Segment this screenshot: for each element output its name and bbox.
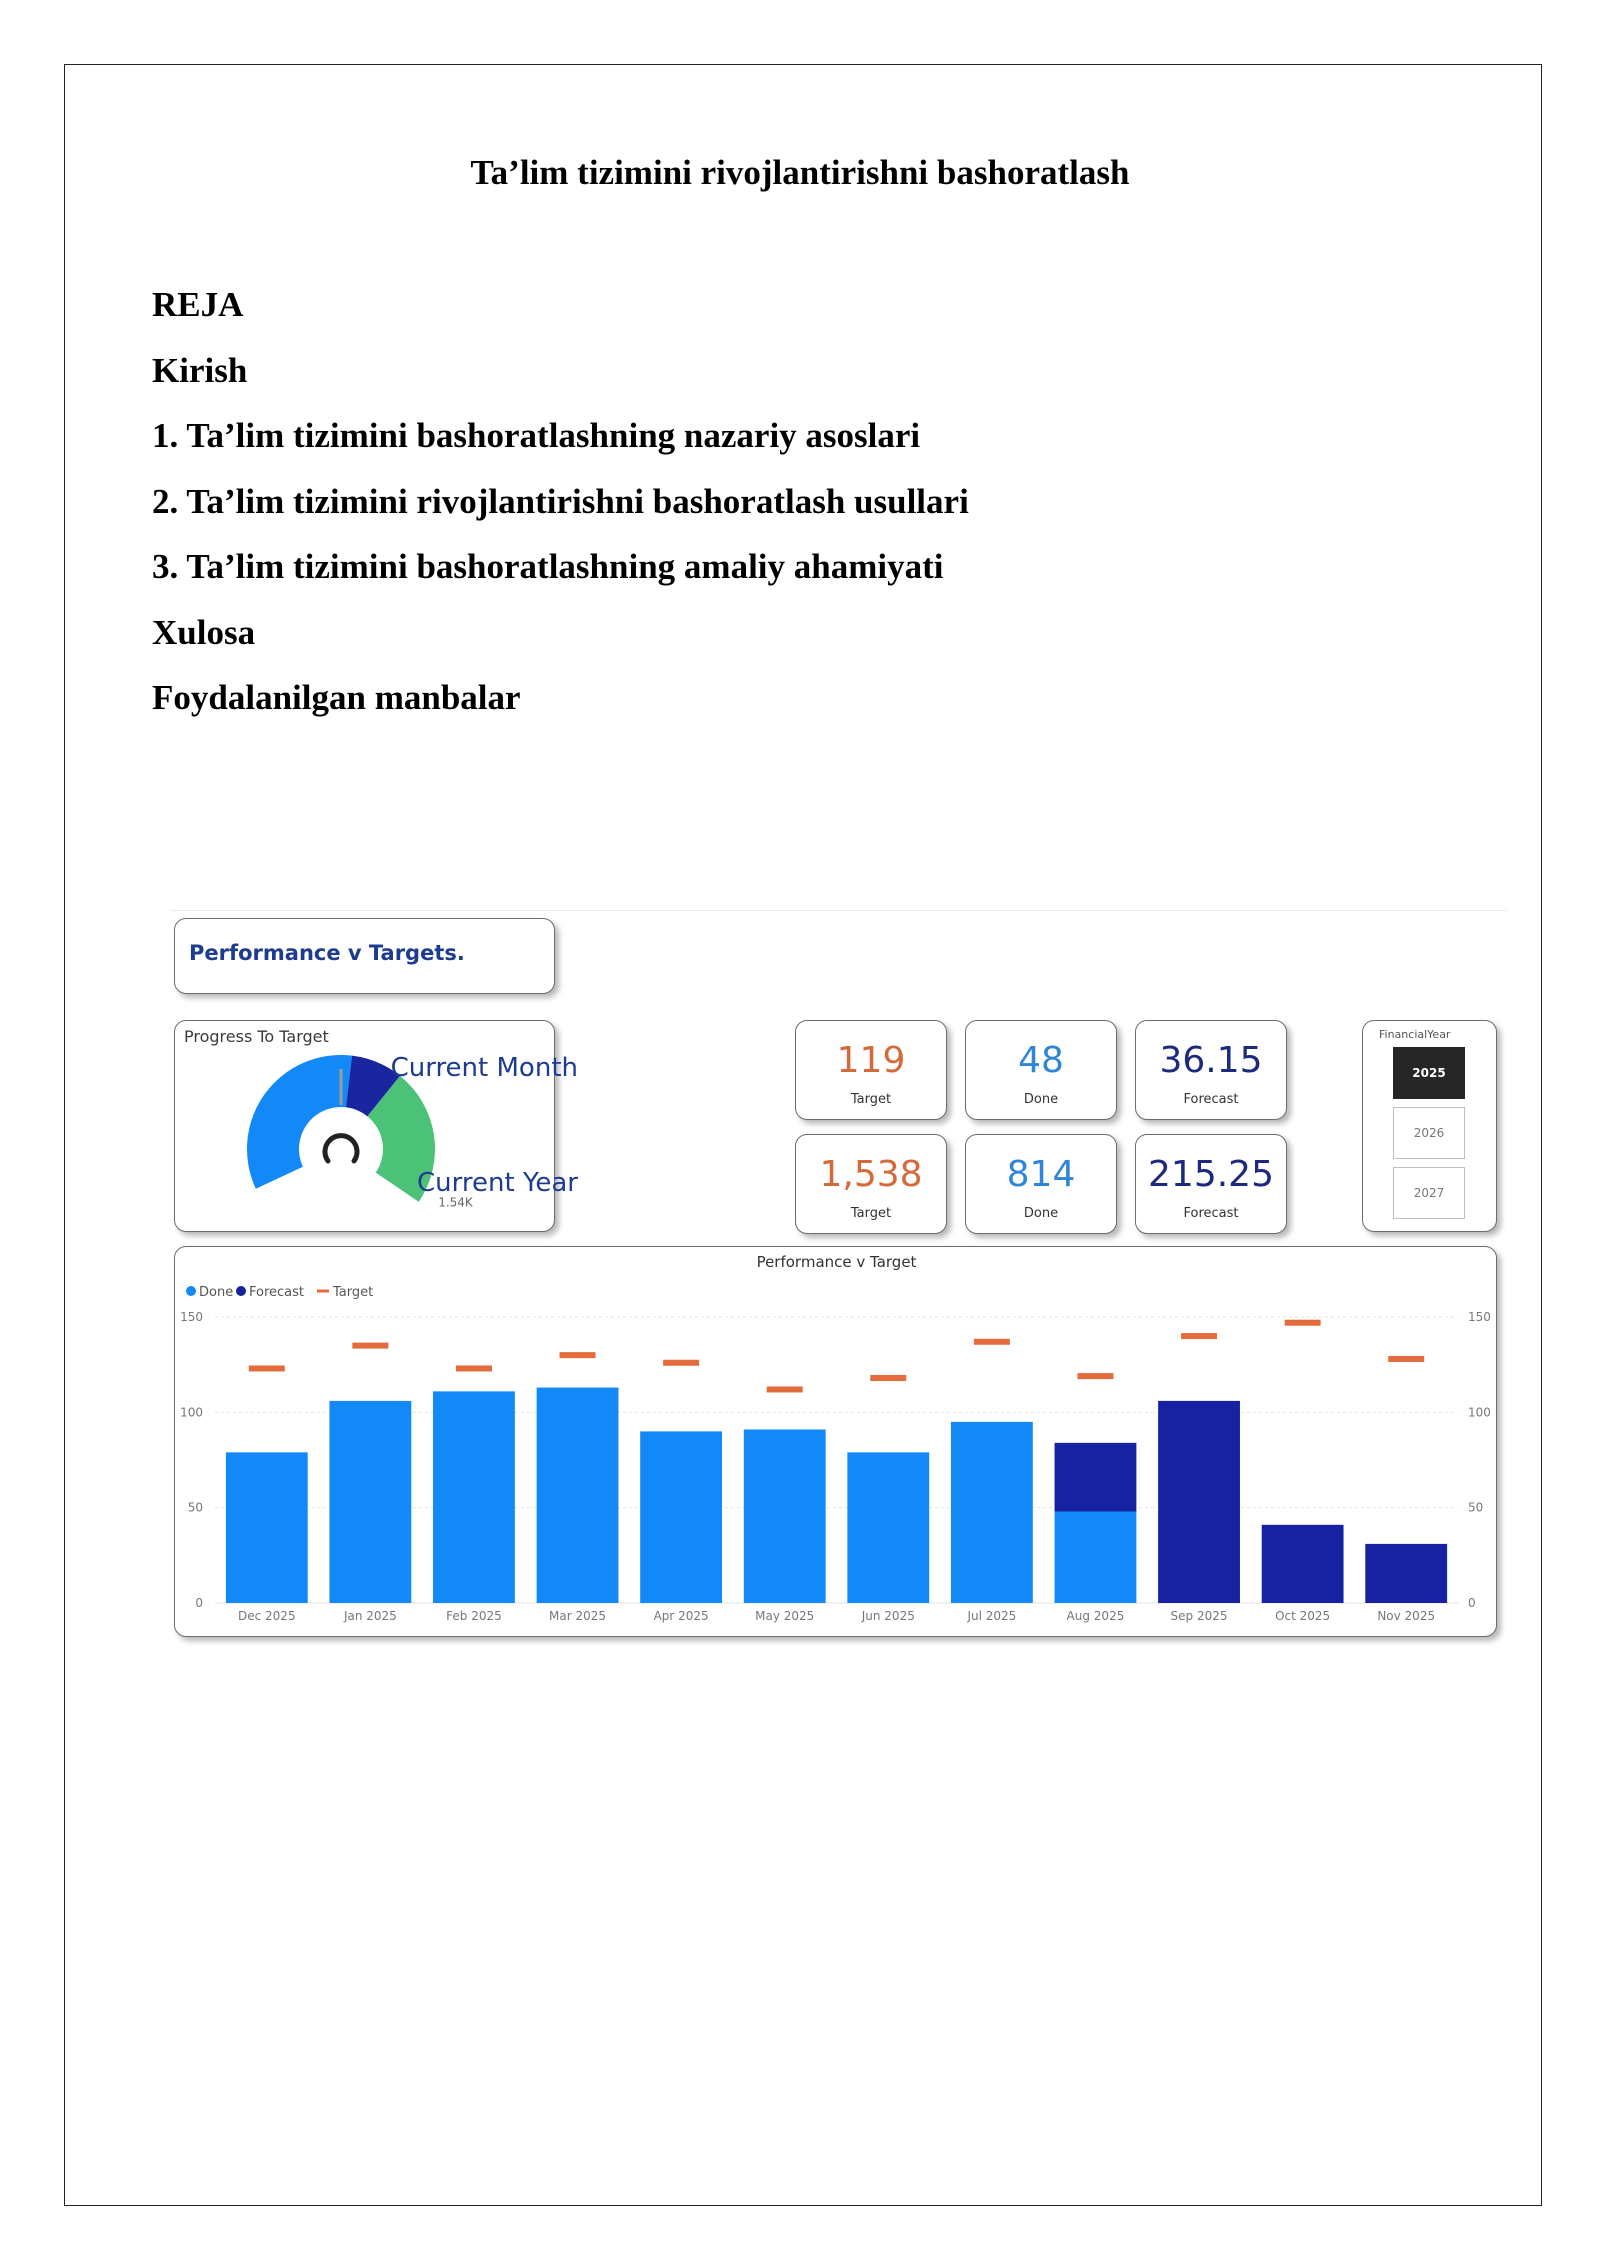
- outline-item-manbalar: Foydalanilgan manbalar: [152, 678, 521, 717]
- kpi-month-forecast: [1135, 1020, 1287, 1120]
- target-marker: [456, 1365, 492, 1371]
- x-tick-label: Jul 2025: [967, 1609, 1017, 1623]
- x-tick-label: Jan 2025: [343, 1609, 397, 1623]
- gauge-caption: Progress To Target: [184, 1027, 329, 1046]
- outline-item-3: 3. Ta’lim tizimini bashoratlashning amaliy ahamiyati: [152, 547, 944, 586]
- x-tick-label: Aug 2025: [1066, 1609, 1125, 1623]
- y-tick-right: 150: [1468, 1310, 1491, 1324]
- kpi-label: Target: [850, 1092, 892, 1107]
- kpi-year-done: [965, 1134, 1117, 1234]
- kpi-label: Target: [850, 1206, 892, 1221]
- kpi-value: 814: [1006, 1154, 1076, 1195]
- slicer-title: FinancialYear: [1379, 1028, 1451, 1041]
- dashboard-title-card: [174, 918, 555, 994]
- x-tick-label: Feb 2025: [446, 1609, 502, 1623]
- year-option-2025[interactable]: 2025: [1393, 1047, 1465, 1099]
- kpi-label: Forecast: [1183, 1092, 1239, 1107]
- x-tick-label: May 2025: [755, 1609, 815, 1623]
- bar-done: [329, 1401, 411, 1603]
- target-marker: [1077, 1373, 1113, 1379]
- performance-chart: [175, 1247, 1498, 1638]
- gauge-done-segment: [247, 1055, 352, 1189]
- x-tick-label: Apr 2025: [653, 1609, 709, 1623]
- chart-title: Performance v Target: [756, 1253, 917, 1271]
- bar-done: [847, 1452, 929, 1603]
- x-tick-label: Dec 2025: [238, 1609, 296, 1623]
- kpi-year-target: [795, 1134, 947, 1234]
- x-tick-label: Sep 2025: [1170, 1609, 1228, 1623]
- target-marker: [1285, 1320, 1321, 1326]
- kpi-month-done: [965, 1020, 1117, 1120]
- year-option-2027[interactable]: 2027: [1393, 1167, 1465, 1219]
- current-year-label: Current Year: [417, 1168, 578, 1198]
- x-tick-label: Mar 2025: [549, 1609, 607, 1623]
- target-marker: [560, 1352, 596, 1358]
- x-tick-label: Oct 2025: [1275, 1609, 1331, 1623]
- y-tick-left: 0: [195, 1596, 203, 1610]
- bar-forecast: [1262, 1525, 1344, 1603]
- document-title: Ta’lim tizimini rivojlantirishni bashoratlash: [470, 153, 1130, 192]
- target-marker: [249, 1365, 285, 1371]
- kpi-month-target: [795, 1020, 947, 1120]
- target-marker: [1181, 1333, 1217, 1339]
- target-marker: [1388, 1356, 1424, 1362]
- target-marker: [767, 1386, 803, 1392]
- year-option-2026[interactable]: 2026: [1393, 1107, 1465, 1159]
- target-marker: [663, 1360, 699, 1366]
- document-outline: [152, 283, 969, 742]
- bar-done: [1055, 1511, 1137, 1603]
- target-marker: [352, 1343, 388, 1349]
- financial-year-slicer: [1362, 1020, 1497, 1232]
- outline-item-kirish: Kirish: [152, 350, 248, 390]
- y-tick-right: 0: [1468, 1596, 1476, 1610]
- kpi-value: 1,538: [819, 1154, 923, 1195]
- current-month-label: Current Month: [390, 1053, 578, 1083]
- bar-done: [433, 1391, 515, 1603]
- y-tick-left: 150: [180, 1310, 203, 1324]
- bar-forecast: [1158, 1401, 1240, 1603]
- legend-target-label: Target: [333, 1285, 374, 1300]
- outline-item-2: 2. Ta’lim tizimini rivojlantirishni bashoratlash usullari: [152, 481, 969, 521]
- bar-done: [226, 1452, 308, 1603]
- bar-done: [640, 1431, 722, 1603]
- outline-item-1: 1. Ta’lim tizimini bashoratlashning nazariy asoslari: [152, 416, 921, 455]
- outline-item-xulosa: Xulosa: [152, 612, 256, 652]
- gauge-max-label: 1.54K: [438, 1195, 473, 1210]
- kpi-label: Done: [1023, 1206, 1059, 1221]
- legend-forecast-label: Forecast: [249, 1285, 305, 1300]
- target-marker: [974, 1339, 1010, 1345]
- y-tick-right: 100: [1468, 1405, 1491, 1420]
- x-tick-label: Nov 2025: [1377, 1609, 1436, 1623]
- kpi-label: Done: [1023, 1092, 1059, 1107]
- bar-done: [537, 1388, 619, 1603]
- kpi-value: 48: [1018, 1040, 1064, 1081]
- performance-chart-card: [174, 1246, 1497, 1637]
- kpi-year-forecast: [1135, 1134, 1287, 1234]
- outline-heading-reja: REJA: [152, 285, 244, 324]
- gauge-hub: [325, 1136, 357, 1161]
- y-tick-right: 50: [1468, 1500, 1484, 1515]
- dashboard-image: [160, 906, 1506, 1648]
- bar-done: [744, 1429, 826, 1603]
- bar-forecast: [1365, 1544, 1447, 1603]
- progress-gauge-card: [174, 1020, 555, 1232]
- legend-done-marker: [186, 1286, 196, 1296]
- y-tick-left: 100: [180, 1405, 203, 1420]
- kpi-value: 119: [836, 1040, 906, 1081]
- target-marker: [870, 1375, 906, 1381]
- dashboard-title: Performance v Targets.: [189, 941, 465, 965]
- kpi-label: Forecast: [1183, 1206, 1239, 1221]
- bar-done: [951, 1422, 1033, 1603]
- kpi-value: 215.25: [1148, 1154, 1274, 1195]
- dashboard-divider: [170, 910, 1506, 911]
- legend-forecast-marker: [236, 1286, 246, 1296]
- legend-done-label: Done: [199, 1285, 234, 1300]
- y-tick-left: 50: [187, 1500, 203, 1515]
- kpi-value: 36.15: [1159, 1040, 1263, 1081]
- x-tick-label: Jun 2025: [861, 1609, 915, 1623]
- bar-forecast: [1055, 1443, 1137, 1512]
